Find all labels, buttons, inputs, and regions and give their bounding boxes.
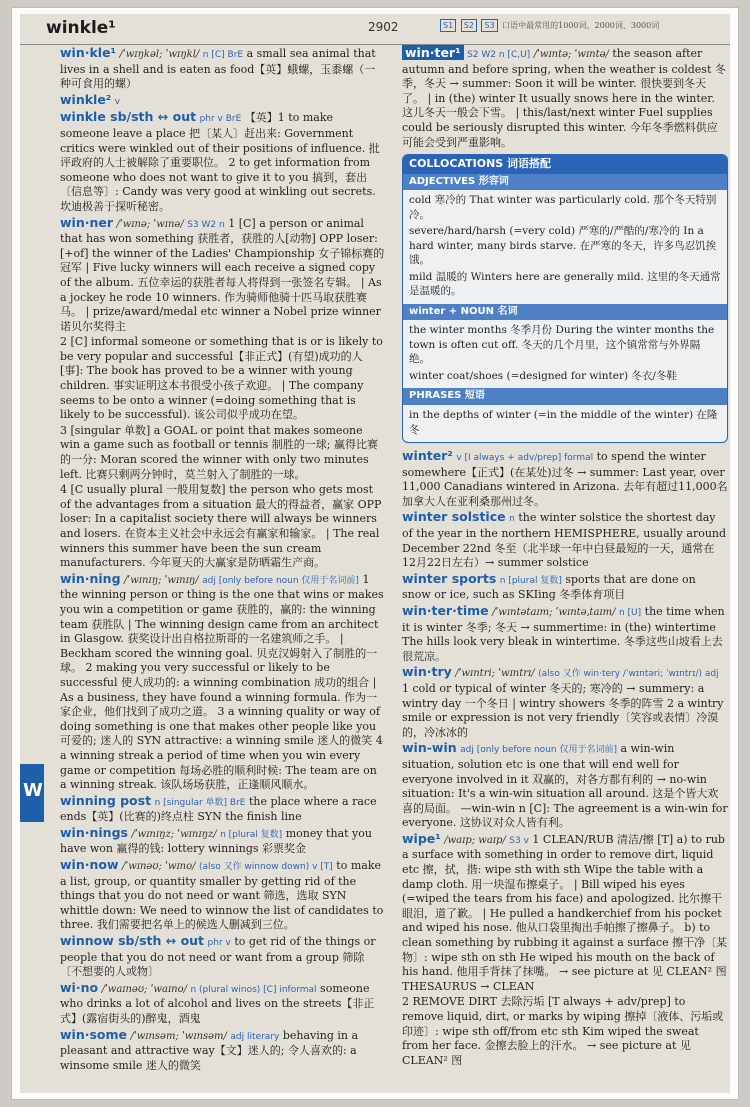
dictionary-entry	[402, 572, 728, 603]
labels: S3 v	[509, 835, 529, 846]
definition: the season after autumn and before spring, when the weather is coldest 冬季，冬天 → summer: Soon it will be winter. 很快要到冬天了。 | in (the) winter It usually snows here in the winter. 这儿冬天一般会下雪。 | this/last/next winter Fuel supplies could be seriously disrupted this winter. 今年冬季燃料供应可能会受到严重影响。	[402, 47, 726, 149]
right-column	[402, 46, 728, 1069]
definition: someone who drinks a lot of alcohol and lives on the streets【非正式】(露宿街头的)醉鬼，酒鬼	[60, 981, 375, 1025]
headword: winter²	[402, 448, 453, 464]
collocations-box	[402, 154, 728, 443]
headword: win·ter·time	[402, 602, 489, 618]
page-number: 2902	[368, 20, 399, 34]
labels: n [singular 单数] BrE	[154, 797, 246, 808]
headword: win·try	[402, 664, 452, 680]
dictionary-entry	[60, 216, 385, 335]
definition: 4 [C usually plural 一般用复数] the person who gets most of the advantages from a situation 最大的得益者，赢家 OPP loser: In a capitalist society there will always be winners and losers. 在资本主义社会中永远会有赢家和输家。 | The real winners this summer have been the sun cream manufacturers. 今年夏天的大赢家是防晒霜生产商。	[60, 483, 382, 570]
collocation-item: winter coat/shoes (=designed for winter) 冬衣/冬鞋	[409, 369, 677, 382]
dictionary-entry	[60, 46, 385, 92]
pronunciation: /ˈwɪntətaɪm; ˈwɪntəˌtaɪm/	[492, 606, 616, 618]
entry-winter-noun	[402, 46, 728, 150]
labels: n	[509, 514, 515, 525]
collocation-section-title: winter + NOUN 名词	[403, 304, 727, 321]
labels: v	[114, 96, 121, 107]
collocation-section-title: PHRASES 短语	[403, 388, 727, 405]
collocations-title: COLLOCATIONS 词语搭配	[403, 155, 727, 174]
dictionary-page	[20, 14, 730, 1093]
headword: wipe¹	[402, 830, 441, 846]
collocation-item: mild 温暖的 Winters here are generally mild. 这里的冬天通常是温暖的。	[409, 270, 721, 298]
collocation-section-title: ADJECTIVES 形容词	[403, 174, 727, 191]
labels: phr v	[207, 938, 231, 949]
dictionary-entry	[402, 665, 728, 740]
definition: a win-win situation, solution etc is one that will end well for everyone involved in it 双赢的，对各方都有利的 → no-win situation: It's a win-win situation all around. 这是个皆大欢喜的局面。 —win-win n [C]: The agreement is a win-win for everyone. 这协议对众人皆有利。	[402, 742, 728, 830]
labels: n (plural winos) [C] informal	[190, 984, 317, 995]
running-header	[20, 14, 730, 45]
headword: win·now	[60, 857, 119, 873]
pronunciation: /ˈwɪnsəm; ˈwɪnsəm/	[130, 1030, 227, 1042]
dictionary-entry	[60, 934, 385, 980]
headword: winning post	[60, 792, 152, 808]
headword: win-win	[402, 740, 457, 756]
labels: S2 W2 n [C,U]	[467, 50, 531, 60]
labels: (also 又作 win·tery /ˈwɪntəri; ˈwɪntrɪ/) adj	[538, 669, 719, 680]
definition: 1 cold or typical of winter 冬天的; 寒冷的 → summery: a wintry day 一个冬日 | wintry showers 冬季的阵雪 2 a wintry smile or expression is not very friendly〔笑容或表情〕冷漠的，冷冰冰的	[402, 681, 724, 739]
pronunciation: /ˈwɪnə; ˈwɪnə/	[116, 218, 184, 230]
labels: adj literary	[230, 1031, 280, 1042]
s2-badge: S2	[461, 19, 477, 32]
left-column	[60, 46, 385, 1074]
dictionary-entry	[402, 832, 728, 995]
definition: to spend the winter somewhere【正式】(在某处)过冬 → summer: Last year, over 11,000 Canadians wintered in Arizona. 去年有超过11,000名加拿大人在亚利桑那州过冬。	[402, 450, 728, 508]
labels: v [I always + adv/prep] formal	[456, 453, 594, 464]
frequency-legend	[440, 19, 659, 32]
dictionary-entry	[60, 858, 385, 933]
headword: win·ner	[60, 214, 114, 230]
page-frame	[12, 8, 738, 1099]
headword: winnow sb/sth ↔ out	[60, 933, 205, 949]
dictionary-entry	[60, 794, 385, 825]
headword: win·nings	[60, 824, 128, 840]
dictionary-entry	[402, 449, 728, 509]
labels: adj [only before noun 仅用于名词前]	[460, 745, 617, 756]
dictionary-entry	[402, 604, 728, 664]
pronunciation: /ˈwaɪnəʊ; ˈwaɪno/	[101, 983, 187, 995]
dictionary-entry	[60, 483, 385, 571]
pronunciation: /ˈwɪŋkəl; ˈwɪŋkl/	[119, 49, 200, 60]
definition: 1 [C] a person or animal that has won something 获胜者，获胜的人[动物] OPP loser: [+of] the winner of the Ladies' Championship 女子锦标赛的冠军 | Five lucky winners will each receive a signed copy of the album. 五位幸运的获胜者每人将得到一张签名专辑。 | As a jockey he rode 10 winners. 作为骑师他骑十匹马取获胜赛马。 | prize/award/medal etc winner a Nobel prize winner 诺贝尔奖得主	[60, 216, 385, 333]
definition: to get rid of the things or people that you do not need or want from a group 筛除〔不想要的人或物〕	[60, 935, 376, 979]
dictionary-entry	[60, 1028, 385, 1074]
definition: the place where a race ends【英】(比赛的)终点柱 SYN the finish line	[60, 794, 377, 824]
definition: 3 [singular 单数] a GOAL or point that makes someone win a game such as football or tennis 制胜的一球; 赢得比赛的一分: Moran scored the winner with only two minutes left. 比赛只剩两分钟时，莫兰射入了制胜的一球。	[60, 423, 378, 481]
definition: sports that are done on snow or ice, such as SKIing 冬季体育项目	[402, 572, 696, 602]
pronunciation: /ˈwɪnɪŋz; ˈwɪnɪŋz/	[131, 828, 217, 840]
labels: (also 又作 winnow down) v [T]	[198, 862, 333, 873]
headword: win·ter¹	[402, 45, 464, 60]
definition: the time when it is winter 冬季; 冬天 → summertime: in (the) wintertime The hills look very bleak in wintertime. 冬季这些山坡看上去很荒凉。	[402, 604, 725, 663]
dictionary-entry	[60, 572, 385, 793]
labels: adj [only before noun 仅用于名词前]	[202, 575, 359, 586]
right-entries	[402, 449, 728, 1068]
definition: to make a list, group, or quantity smaller by getting rid of the things that you do not need or want 筛选，选取 SYN whittle down: We need to winnow the list of candidates to three. 我们需要把名单上的候选人删减到三位。	[60, 859, 384, 932]
headword: winkle sb/sth ↔ out	[60, 109, 197, 125]
labels: n [C] BrE	[202, 50, 244, 60]
collocation-section-body	[403, 405, 727, 442]
pronunciation: /ˈwɪntə; ˈwɪntə/	[533, 49, 609, 60]
labels: phr v BrE	[199, 114, 242, 125]
legend-text: 口语中最常用的1000词、2000词、3000词	[502, 21, 660, 30]
definition: the winter solstice the shortest day of the year in the northern HEMISPHERE, usually around December 22nd 冬至（北半球一年中白昼最短的一天，通常在12月22日左右）→ summer solstice	[402, 511, 727, 570]
pronunciation: /ˈwɪnəʊ; ˈwɪno/	[122, 861, 196, 873]
definition: 1 CLEAN/RUB 清洁/擦 [T] a) to rub a surface with something in order to remove dirt, liquid etc 擦，拭，揩: wipe sth with sth Wipe the table with a damp cloth. 用一块湿布擦桌子。 | Bill wiped his eyes (=wiped the tears from his face) and apologized. 比尔擦干眼泪，道了歉。 | He pulled a handkerchief from his pocket and wiped his nose. 他从口袋里掏出手帕擦了擦鼻子。 b) to clean something by rubbing it against a surface 擦干净〔某物〕: wipe sth on sth He wiped his mouth on the back of his hand. 他用手背抹了抹嘴。 → see picture at 见 CLEAN² 图 THESAURUS → CLEAN	[402, 832, 728, 993]
letter-tab-label: W	[23, 780, 43, 801]
labels: n [plural 复数]	[499, 575, 562, 586]
dictionary-entry	[60, 335, 385, 423]
collocation-item: severe/hard/harsh (=very cold) 严寒的/严酷的/寒冷的 In a hard winter, many birds starve. 在严寒的冬天，许多鸟忍饥挨饿。	[409, 225, 717, 267]
definition: 2 REMOVE DIRT 去除污垢 [T always + adv/prep] to remove liquid, dirt, or marks by wiping 擦掉〔液体、污垢或印迹〕: wipe sth off/from etc sth Kim wiped the sweat from her face. 金擦去脸上的汗水。 → see picture at 见 CLEAN² 图	[402, 995, 724, 1067]
headword: win·ning	[60, 570, 121, 586]
labels: S3 W2 n	[187, 219, 225, 230]
headword: win·kle¹	[60, 45, 117, 60]
collocation-item: in the depths of winter (=in the middle of the winter) 在隆冬	[409, 409, 718, 436]
headword: winkle²	[60, 91, 112, 107]
collocation-item: the winter months 冬季月份 During the winter months the town is often cut off. 冬天的几个月里，这个镇常常与外界隔绝。	[409, 324, 715, 366]
header-headword: winkle¹	[46, 18, 116, 38]
headword: win·some	[60, 1026, 128, 1042]
definition: 2 [C] informal someone or something that is or is likely to be very popular and successful【非正式】(有望)成功的人[事]: The book has proved to be a winner with young children. 事实证明这本书很受小孩子欢迎。 | The company seems to be onto a winner (=doing something that is likely to be successful). 该公司似乎成功在望。	[60, 335, 383, 422]
definition: money that you have won 赢得的钱: lottery winnings 彩票奖金	[60, 826, 372, 856]
dictionary-entry	[60, 981, 385, 1027]
headword: winter solstice	[402, 509, 506, 525]
definition: 【英】1 to make someone leave a place 把〔某人〕赶出来: Government critics were winkled out of their positions of influence. 批评政府的人士被解除了重要职位。 2 to get information from someone who does not want to give it to you 搞到，套出〔信息等〕: Candy was very good at winkling out secrets. 坎迪极善于探听秘密。	[60, 111, 380, 213]
collocation-item: cold 寒冷的 That winter was particularly cold. 那个冬天特别冷。	[409, 194, 717, 221]
dictionary-entry	[60, 424, 385, 482]
letter-tab	[20, 764, 44, 822]
definition: behaving in a pleasant and attractive way【文】迷人的; 令人喜欢的: a winsome smile 迷人的微笑	[60, 1028, 359, 1072]
dictionary-entry	[402, 741, 728, 831]
s3-badge: S3	[481, 19, 497, 32]
dictionary-entry	[402, 995, 728, 1068]
labels: n [U]	[618, 607, 642, 618]
dictionary-entry	[60, 93, 385, 110]
dictionary-entry	[60, 110, 385, 214]
definition: 1 the winning person or thing is the one that wins or makes you win a competition or game 获胜的，赢的: the winning team 获胜队 | The winning design came from an architect in Glasgow. 获奖设计出自格拉斯哥的一名建筑师之手。 | Beckham scored the winning goal. 贝克汉姆射入了制胜的一球。 2 making you very successful or likely to be successful 使人成功的: a winning combination 成功的组合 | As a business, they have found a winning formula. 作为一家企业，他们找到了成功之道。 3 a winning quality or way of doing something is one that makes other people like you 可爱的; 迷人的 SYN attractive: a winning smile 迷人的微笑 4 a winning streak a period of time when you win every game or competition 每场必胜的顺利时候: The team are on a winning streak. 该队场场获胜，正逢顺风顺水。	[60, 572, 384, 792]
pronunciation: /waɪp; waɪp/	[444, 834, 506, 846]
labels: n [plural 复数]	[220, 829, 283, 840]
s1-badge: S1	[440, 19, 456, 32]
collocation-section-body	[403, 320, 727, 388]
dictionary-entry	[402, 510, 728, 570]
dictionary-entry	[60, 826, 385, 857]
pronunciation: /ˈwɪntri; ˈwɪntrɪ/	[455, 668, 535, 680]
pronunciation: /ˈwɪnɪŋ; ˈwɪnɪŋ/	[124, 574, 199, 586]
collocation-section-body	[403, 190, 727, 304]
headword: wi·no	[60, 979, 99, 995]
headword: winter sports	[402, 570, 497, 586]
definition: a small sea animal that lives in a shell and is eaten as food【英】蛾螺，玉黍螺（一种可食用的螺）	[60, 47, 376, 91]
